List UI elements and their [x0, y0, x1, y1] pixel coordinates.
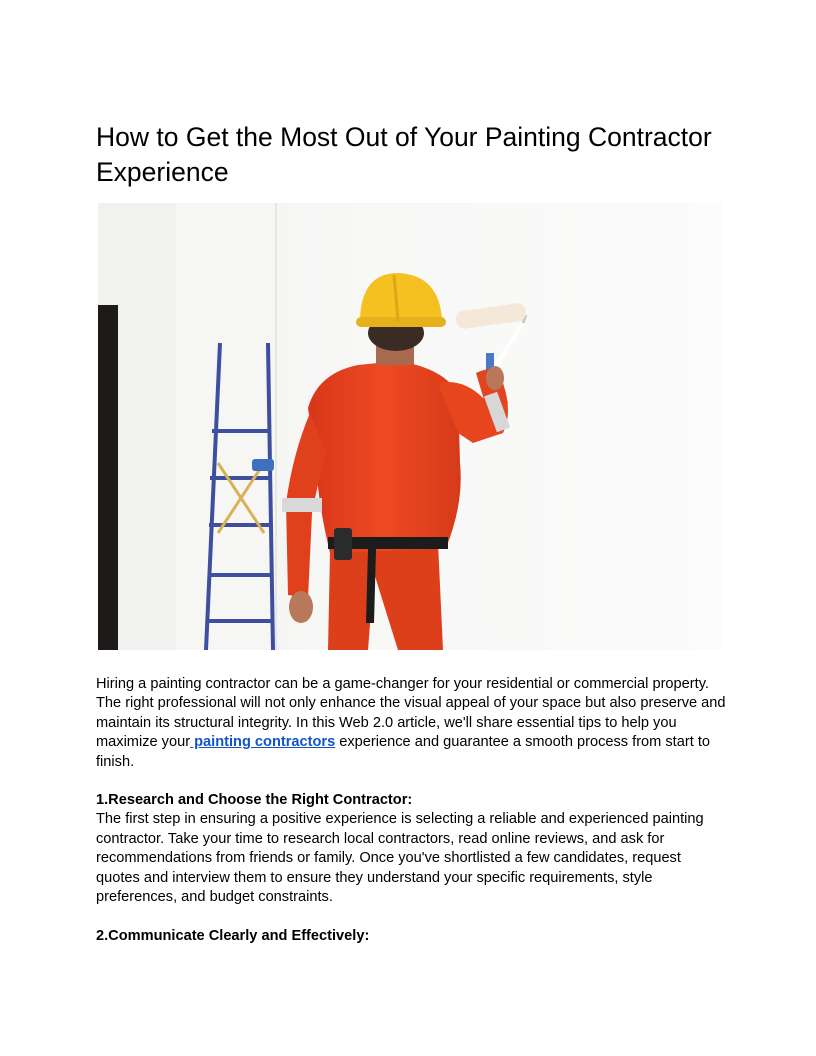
painter-photo-icon: [98, 203, 722, 650]
intro-paragraph: [96, 675, 726, 772]
hero-image: [98, 203, 722, 650]
page-title: How to Get the Most Out of Your Painting Contractor Experience: [96, 122, 712, 187]
section-research: [96, 791, 726, 907]
section-heading: 2.Communicate Clearly and Effectively:: [96, 928, 370, 944]
section-heading: 1.Research and Choose the Right Contractor:: [96, 792, 413, 808]
intro-text-after: experience and guarantee a smooth process from start to finish.: [96, 734, 710, 770]
section-communicate: [96, 927, 726, 946]
intro-text-before: Hiring a painting contractor can be a game-changer for your residential or commercial property. The right professional will not only enhance the visual appeal of your space but also preserve and maintain its structural integrity. In this Web 2.0 article, we'll share essential tips to help you maximize your: [96, 676, 726, 751]
painting-contractors-link[interactable]: painting contractors: [190, 734, 336, 751]
section-body: The first step in ensuring a positive experience is selecting a reliable and experienced painting contractor. Take your time to research local contractors, read online reviews, and ask for recommendations from friends or family. Once you've shortlisted a few candidates, request quotes and interview them to ensure they understand your specific requirements, style preferences, and budget constraints.: [96, 811, 704, 906]
